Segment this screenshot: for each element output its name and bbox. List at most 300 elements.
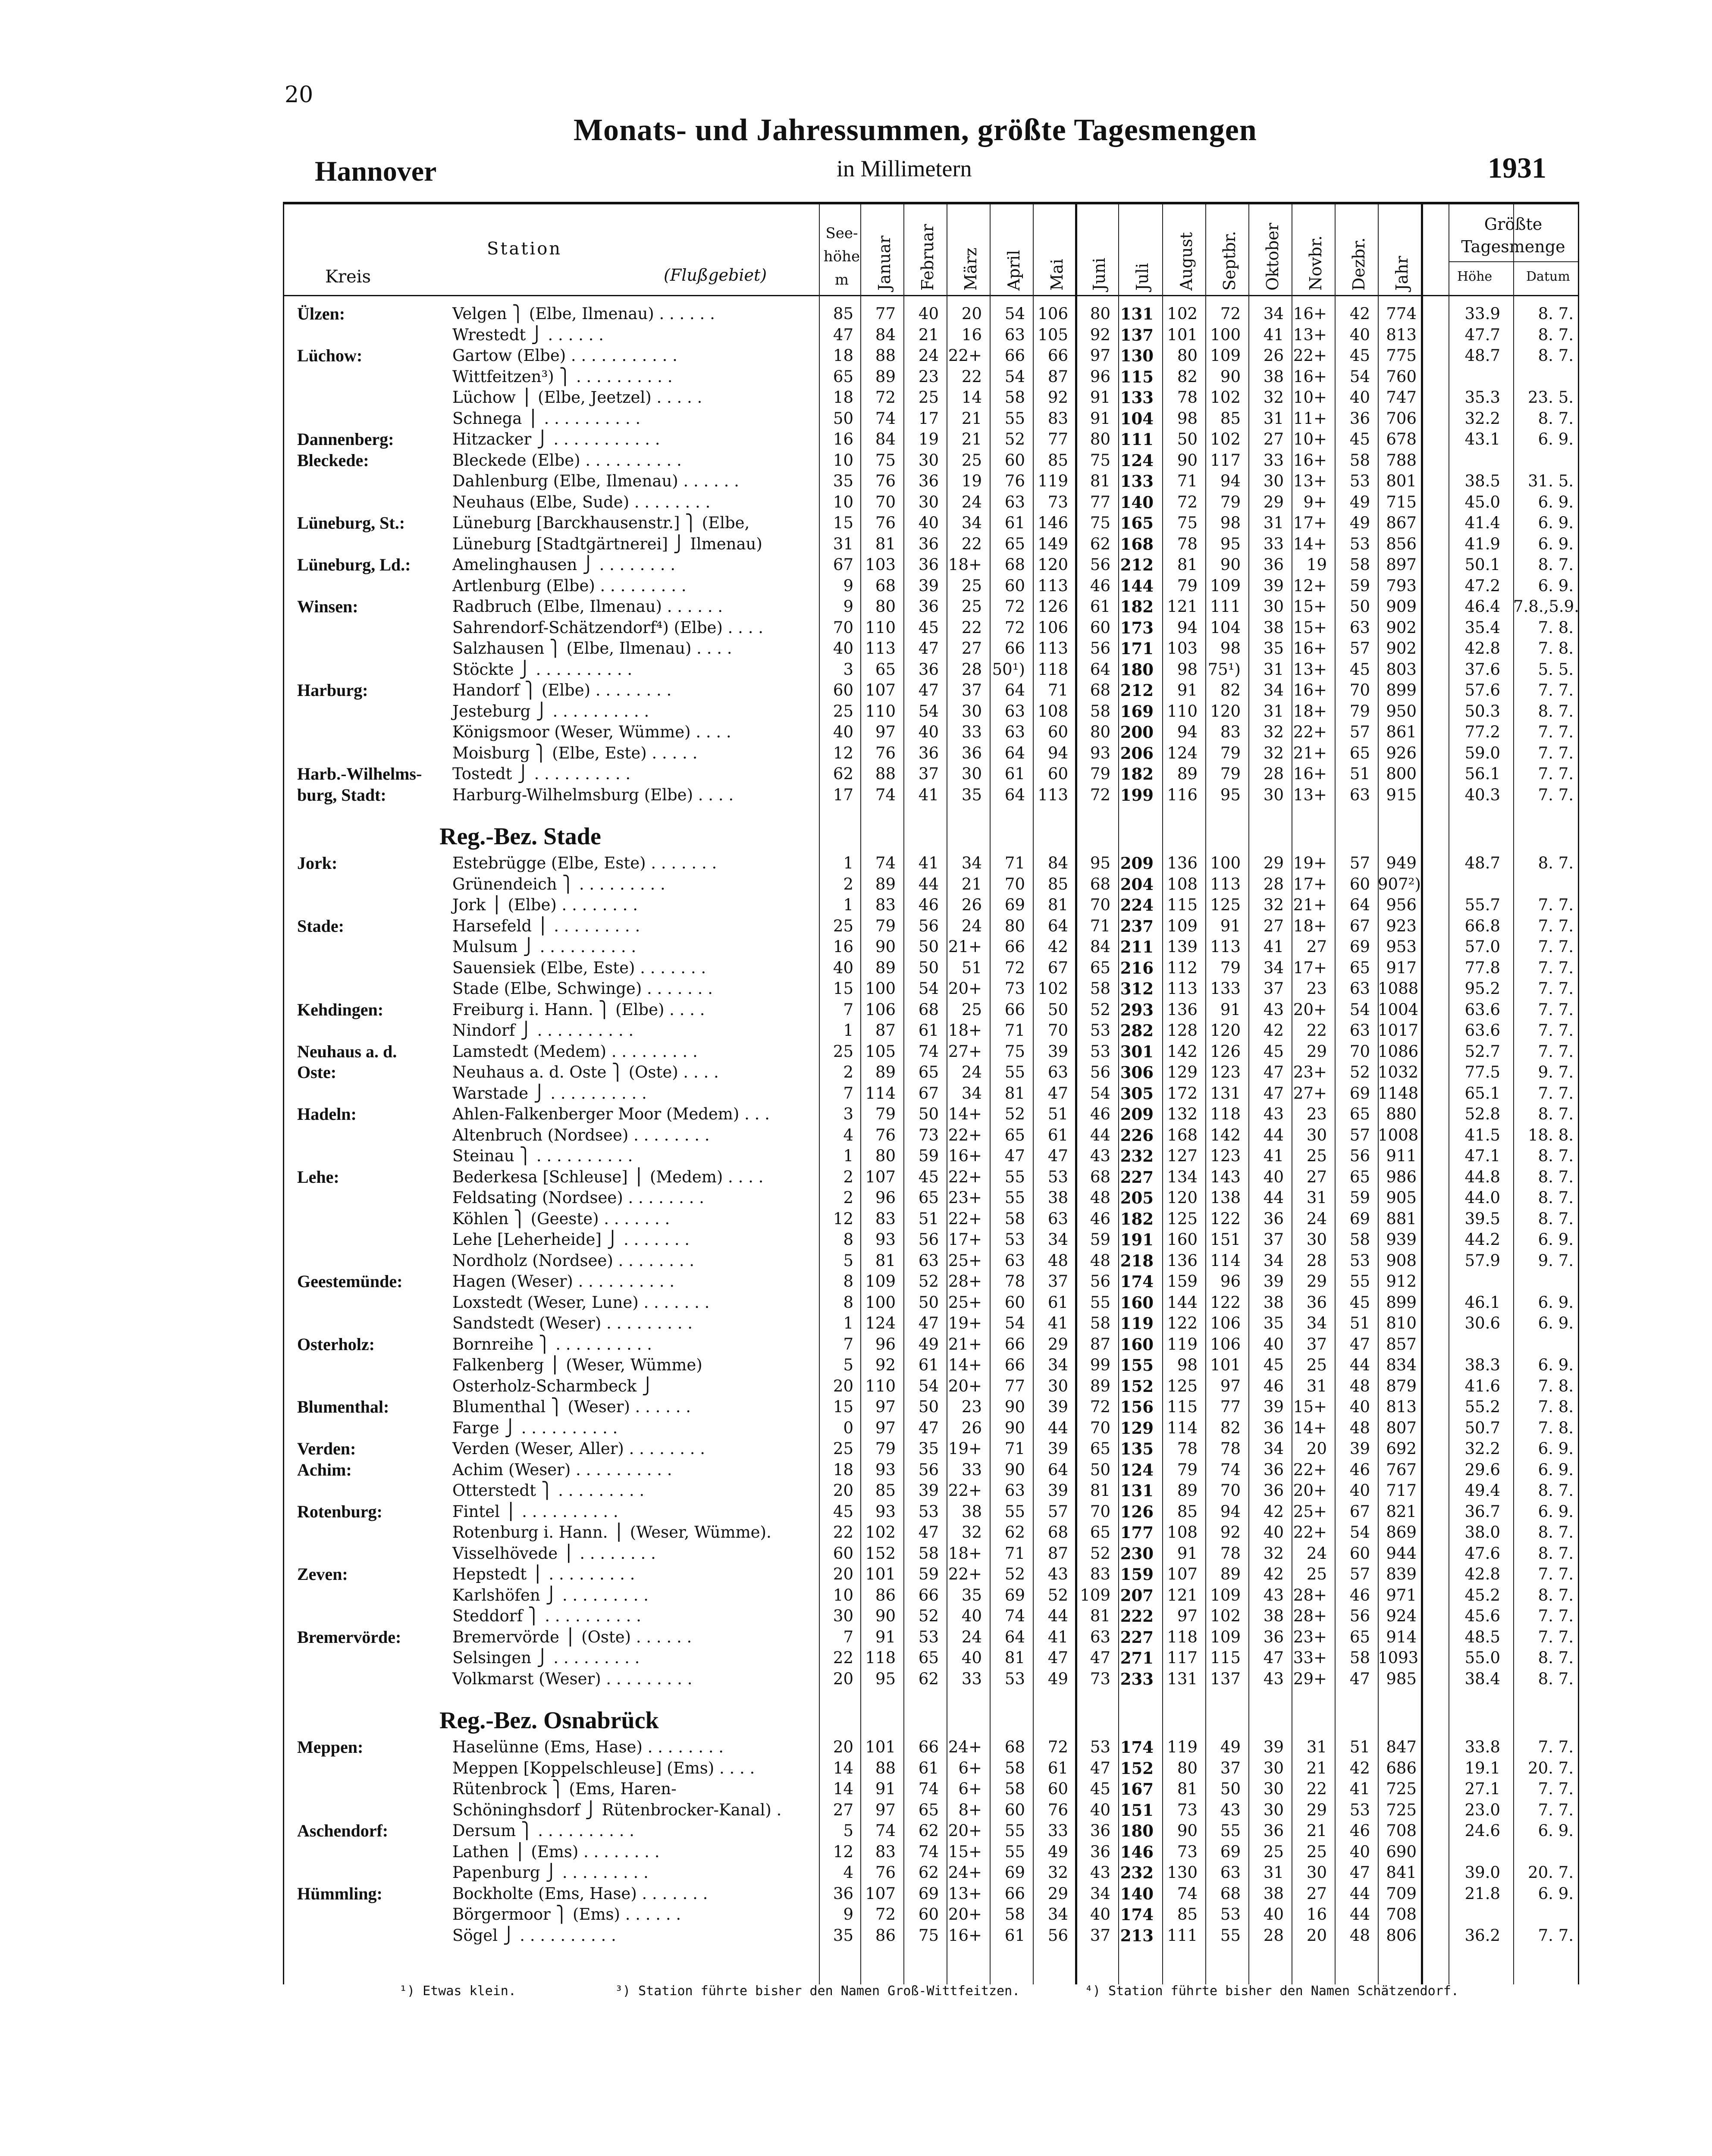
month-cell: 226 [1120, 1125, 1154, 1145]
month-cell: 36 [918, 743, 939, 762]
month-cell: 129 [1167, 1063, 1198, 1081]
station-cell: Fintel ⎪ . . . . . . . . . . [452, 1502, 618, 1521]
month-cell: 73 [1047, 492, 1068, 511]
hoehe-cell: 77.5 [1464, 1063, 1500, 1081]
month-cell: 98 [1177, 660, 1198, 679]
month-cell: 22 [1306, 1780, 1327, 1798]
month-cell: 71 [1090, 916, 1110, 935]
month-cell: 125 [1167, 1209, 1198, 1228]
seehoehe-cell: 36 [833, 1884, 853, 1903]
month-cell: 60 [1349, 1544, 1370, 1563]
jahr-cell: 1004 [1378, 1000, 1419, 1019]
month-cell: 123 [1210, 1147, 1241, 1165]
month-cell: 43 [1090, 1147, 1110, 1165]
datum-cell: 23. 5. [1528, 388, 1574, 407]
month-cell: 28 [1306, 1251, 1327, 1270]
seehoehe-cell: 10 [833, 1586, 853, 1604]
kreis-cell: Meppen: [297, 1737, 364, 1757]
hoehe-cell: 23.0 [1464, 1800, 1500, 1819]
month-cell: 16 [961, 325, 982, 344]
month-cell: 84 [875, 430, 896, 448]
month-cell: 58 [1004, 1758, 1025, 1777]
month-cell: 49 [918, 1335, 939, 1354]
seehoehe-cell: 20 [833, 1376, 853, 1395]
month-cell: 23+ [1293, 1063, 1327, 1081]
header-month-8: Septbr. [1220, 231, 1239, 291]
month-cell: 10+ [1293, 430, 1327, 448]
month-cell: 20+ [1293, 1481, 1327, 1500]
datum-cell: 8. 7. [1538, 1523, 1574, 1542]
station-cell: Handorf ⎫ (Elbe) . . . . . . . . [452, 681, 672, 699]
month-cell: 93 [1090, 743, 1110, 762]
month-cell: 114 [1167, 1418, 1198, 1437]
jahr-cell: 690 [1386, 1842, 1417, 1861]
datum-cell: 6. 9. [1538, 576, 1574, 595]
table-row [284, 471, 1578, 492]
header-seehoehe-line2: höhe [823, 248, 860, 265]
month-cell: 182 [1120, 1209, 1154, 1228]
table-row [284, 1480, 1578, 1501]
datum-cell: 7.8.,5.9. [1513, 597, 1579, 616]
month-cell: 52 [1047, 1586, 1068, 1604]
station-cell: Falkenberg ⎪ (Weser, Wümme) [452, 1356, 702, 1374]
station-cell: Steddorf ⎫ . . . . . . . . . . [452, 1607, 641, 1625]
seehoehe-cell: 10 [833, 492, 853, 511]
station-cell: Farge ⎭ . . . . . . . . . . [452, 1418, 618, 1437]
month-cell: 34 [1047, 1230, 1068, 1249]
month-cell: 139 [1167, 937, 1198, 956]
datum-cell: 8. 7. [1538, 1188, 1574, 1207]
month-cell: 63 [1004, 1481, 1025, 1500]
month-cell: 81 [1047, 896, 1068, 914]
month-cell: 108 [1167, 1523, 1198, 1542]
month-cell: 65 [1090, 958, 1110, 977]
hoehe-cell: 41.5 [1464, 1125, 1500, 1144]
month-cell: 60 [1004, 1800, 1025, 1819]
jahr-cell: 760 [1386, 367, 1417, 386]
table-row [284, 638, 1578, 659]
table-row [284, 1779, 1578, 1800]
month-cell: 94 [1220, 1502, 1241, 1521]
datum-cell: 8. 7. [1538, 1105, 1574, 1123]
month-cell: 54 [1004, 1314, 1025, 1332]
month-cell: 21+ [1293, 896, 1327, 914]
month-cell: 44 [1349, 1905, 1370, 1924]
month-cell: 123 [1210, 1063, 1241, 1081]
seehoehe-cell: 30 [833, 1607, 853, 1625]
table-row [284, 853, 1578, 874]
month-cell: 35 [961, 1586, 982, 1604]
month-cell: 159 [1120, 1565, 1154, 1584]
month-cell: 119 [1167, 1335, 1198, 1354]
month-cell: 39 [1047, 1042, 1068, 1061]
month-cell: 213 [1120, 1926, 1154, 1945]
seehoehe-cell: 8 [843, 1293, 853, 1312]
month-cell: 43 [1263, 1586, 1284, 1604]
month-cell: 74 [918, 1042, 939, 1061]
month-cell: 68 [1090, 874, 1110, 893]
month-cell: 40 [1263, 1167, 1284, 1186]
jahr-cell: 907²) [1378, 874, 1421, 893]
jahr-cell: 1017 [1378, 1021, 1419, 1040]
station-cell: Dahlenburg (Elbe, Ilmenau) . . . . . . [452, 472, 739, 490]
month-cell: 41 [1349, 1780, 1370, 1798]
jahr-cell: 686 [1386, 1758, 1417, 1777]
month-cell: 42 [1263, 1021, 1284, 1040]
month-cell: 180 [1120, 660, 1154, 679]
month-cell: 92 [1047, 388, 1068, 407]
kreis-cell: Zeven: [297, 1564, 348, 1584]
month-cell: 50 [1047, 1000, 1068, 1019]
month-cell: 40 [1263, 1523, 1284, 1542]
seehoehe-cell: 16 [833, 430, 853, 448]
month-cell: 72 [1090, 785, 1110, 804]
month-cell: 212 [1120, 555, 1154, 574]
month-cell: 95 [1090, 854, 1110, 872]
month-cell: 80 [875, 597, 896, 616]
month-cell: 61 [1047, 1125, 1068, 1144]
month-cell: 97 [1177, 1607, 1198, 1625]
seehoehe-cell: 7 [843, 1084, 853, 1103]
month-cell: 80 [1090, 304, 1110, 323]
month-cell: 89 [875, 1063, 896, 1081]
month-cell: 144 [1167, 1293, 1198, 1312]
month-cell: 271 [1120, 1648, 1154, 1667]
month-cell: 8+ [958, 1800, 982, 1819]
seehoehe-cell: 85 [833, 304, 853, 323]
station-cell: Estebrügge (Elbe, Este) . . . . . . . [452, 854, 717, 872]
jahr-cell: 767 [1386, 1460, 1417, 1479]
month-cell: 106 [865, 1000, 896, 1019]
month-cell: 30 [1306, 1125, 1327, 1144]
month-cell: 91 [875, 1780, 896, 1798]
month-cell: 97 [1090, 346, 1110, 365]
month-cell: 68 [1090, 1167, 1110, 1186]
datum-cell: 6. 9. [1538, 1821, 1574, 1840]
month-cell: 144 [1120, 576, 1154, 595]
month-cell: 37 [1220, 1758, 1241, 1777]
hoehe-cell: 24.6 [1464, 1821, 1500, 1840]
hoehe-cell: 45.6 [1464, 1607, 1500, 1625]
month-cell: 63 [1090, 1627, 1110, 1646]
month-cell: 69 [1004, 1863, 1025, 1882]
month-cell: 61 [918, 1021, 939, 1040]
jahr-cell: 1008 [1378, 1125, 1419, 1144]
seehoehe-cell: 12 [833, 1209, 853, 1228]
month-cell: 74 [918, 1780, 939, 1798]
station-cell: Rütenbrock ⎫ (Ems, Haren- [452, 1780, 677, 1798]
station-cell: Sauensiek (Elbe, Este) . . . . . . . [452, 958, 706, 977]
month-cell: 132 [1167, 1105, 1198, 1123]
month-cell: 53 [1047, 1167, 1068, 1186]
table-row [284, 617, 1578, 639]
month-cell: 53 [1090, 1021, 1110, 1040]
seehoehe-cell: 10 [833, 451, 853, 470]
datum-cell: 7. 7. [1538, 1738, 1574, 1756]
month-cell: 101 [1210, 1356, 1241, 1374]
month-cell: 51 [1349, 1314, 1370, 1332]
month-cell: 156 [1120, 1398, 1154, 1416]
jahr-cell: 917 [1386, 958, 1417, 977]
month-cell: 102 [865, 1523, 896, 1542]
month-cell: 45 [1349, 660, 1370, 679]
month-cell: 43 [1263, 1000, 1284, 1019]
month-cell: 22 [961, 534, 982, 553]
month-cell: 40 [918, 304, 939, 323]
hoehe-cell: 45.2 [1464, 1586, 1500, 1604]
month-cell: 79 [1177, 1460, 1198, 1479]
datum-cell: 7. 7. [1538, 681, 1574, 699]
month-cell: 61 [918, 1356, 939, 1374]
jahr-cell: 950 [1386, 702, 1417, 721]
month-cell: 59 [1349, 1188, 1370, 1207]
datum-cell: 6. 9. [1538, 1356, 1574, 1374]
month-cell: 48 [1090, 1188, 1110, 1207]
hoehe-cell: 46.4 [1464, 597, 1500, 616]
seehoehe-cell: 45 [833, 1502, 853, 1521]
hoehe-cell: 35.3 [1464, 388, 1500, 407]
month-cell: 49 [1349, 492, 1370, 511]
month-cell: 71 [1047, 681, 1068, 699]
kreis-cell: Geestemünde: [297, 1272, 403, 1291]
month-cell: 137 [1120, 325, 1154, 345]
month-cell: 36 [961, 743, 982, 762]
month-cell: 22+ [948, 1167, 982, 1186]
month-cell: 45 [1263, 1042, 1284, 1061]
month-cell: 28 [1263, 1926, 1284, 1945]
month-cell: 101 [1167, 325, 1198, 344]
month-cell: 39 [1047, 1439, 1068, 1458]
table-row [284, 680, 1578, 701]
month-cell: 31 [1263, 514, 1284, 532]
table-row [284, 1062, 1578, 1083]
month-cell: 81 [1177, 555, 1198, 574]
jahr-cell: 774 [1386, 304, 1417, 323]
hoehe-cell: 27.1 [1464, 1780, 1500, 1798]
month-cell: 136 [1167, 1000, 1198, 1019]
month-cell: 20 [1306, 1926, 1327, 1945]
month-cell: 79 [875, 1105, 896, 1123]
hoehe-cell: 50.3 [1464, 702, 1500, 721]
seehoehe-cell: 9 [843, 1905, 853, 1924]
table-row [284, 1606, 1578, 1627]
month-cell: 113 [1210, 937, 1241, 956]
month-cell: 39 [918, 576, 939, 595]
seehoehe-cell: 7 [843, 1335, 853, 1354]
datum-cell: 7. 7. [1538, 1021, 1574, 1040]
datum-cell: 7. 7. [1538, 1800, 1574, 1819]
month-cell: 20 [961, 304, 982, 323]
datum-cell: 6. 9. [1538, 430, 1574, 448]
month-cell: 71 [1177, 472, 1198, 490]
table-row [284, 1800, 1578, 1821]
month-cell: 70 [1349, 1042, 1370, 1061]
hoehe-cell: 35.4 [1464, 618, 1500, 637]
month-cell: 121 [1167, 1586, 1198, 1604]
month-cell: 126 [1038, 597, 1068, 616]
table-row [284, 1842, 1578, 1863]
station-cell: Königsmoor (Weser, Wümme) . . . . [452, 723, 731, 741]
month-cell: 55 [1004, 1842, 1025, 1861]
month-cell: 62 [918, 1821, 939, 1840]
month-cell: 191 [1120, 1230, 1154, 1249]
month-cell: 98 [1220, 639, 1241, 658]
station-cell: Moisburg ⎫ (Elbe, Este) . . . . . [452, 743, 698, 762]
data-table [283, 202, 1579, 1984]
month-cell: 17+ [948, 1230, 982, 1249]
station-cell: Mulsum ⎭ . . . . . . . . . . [452, 937, 637, 956]
seehoehe-cell: 4 [843, 1125, 853, 1144]
datum-cell: 8. 7. [1538, 1669, 1574, 1688]
month-cell: 110 [865, 702, 896, 721]
month-cell: 66 [1004, 1000, 1025, 1019]
jahr-cell: 867 [1386, 514, 1417, 532]
table-row [284, 1146, 1578, 1167]
month-cell: 20 [1306, 1439, 1327, 1458]
month-cell: 41 [918, 854, 939, 872]
table-row [284, 1821, 1578, 1842]
month-cell: 174 [1120, 1905, 1154, 1924]
table-row [284, 1418, 1578, 1439]
month-cell: 209 [1120, 1105, 1154, 1124]
month-cell: 90 [1220, 555, 1241, 574]
month-cell: 60 [1004, 576, 1025, 595]
month-cell: 25 [918, 388, 939, 407]
month-cell: 30 [1263, 597, 1284, 616]
month-cell: 113 [1167, 979, 1198, 998]
month-cell: 17+ [1293, 514, 1327, 532]
month-cell: 80 [1004, 916, 1025, 935]
month-cell: 58 [1090, 702, 1110, 721]
jahr-cell: 1088 [1378, 979, 1419, 998]
month-cell: 39 [1047, 1398, 1068, 1416]
month-cell: 76 [875, 1863, 896, 1882]
seehoehe-cell: 4 [843, 1863, 853, 1882]
month-cell: 111 [1120, 430, 1154, 449]
month-cell: 53 [1349, 472, 1370, 490]
month-cell: 50 [1177, 430, 1198, 448]
month-cell: 56 [918, 916, 939, 935]
month-cell: 152 [865, 1544, 896, 1563]
month-cell: 72 [1004, 618, 1025, 637]
month-cell: 102 [1167, 304, 1198, 323]
table-row [284, 576, 1578, 597]
month-cell: 90 [1220, 367, 1241, 386]
month-cell: 40 [1263, 1335, 1284, 1354]
table-row [284, 408, 1578, 429]
month-cell: 165 [1120, 514, 1154, 533]
month-cell: 9+ [1303, 492, 1327, 511]
hoehe-cell: 48.7 [1464, 854, 1500, 872]
month-cell: 88 [875, 765, 896, 783]
month-cell: 25+ [1293, 1502, 1327, 1521]
seehoehe-cell: 15 [833, 979, 853, 998]
month-cell: 19 [961, 472, 982, 490]
month-cell: 33 [1047, 1821, 1068, 1840]
footnote-2: ³) Station führte bisher den Namen Groß-Wittfeitzen. [615, 1984, 1020, 1999]
table-row [284, 492, 1578, 513]
datum-cell: 7. 7. [1538, 1926, 1574, 1945]
seehoehe-cell: 8 [843, 1272, 853, 1291]
month-cell: 305 [1120, 1084, 1154, 1103]
seehoehe-cell: 20 [833, 1669, 853, 1688]
month-cell: 73 [1004, 979, 1025, 998]
month-cell: 32 [1263, 1544, 1284, 1563]
month-cell: 53 [918, 1502, 939, 1521]
station-cell: Achim (Weser) . . . . . . . . . . [452, 1460, 672, 1479]
month-cell: 19+ [948, 1314, 982, 1332]
datum-cell: 8. 7. [1538, 304, 1574, 323]
month-cell: 30 [918, 492, 939, 511]
month-cell: 90 [875, 937, 896, 956]
month-cell: 84 [1090, 937, 1110, 956]
month-cell: 66 [1004, 639, 1025, 658]
month-cell: 24 [918, 346, 939, 365]
month-cell: 99 [1090, 1356, 1110, 1374]
month-cell: 43 [1090, 1863, 1110, 1882]
datum-cell: 8. 7. [1538, 854, 1574, 872]
hoehe-cell: 44.8 [1464, 1167, 1500, 1186]
hoehe-cell: 38.0 [1464, 1523, 1500, 1542]
month-cell: 61 [1047, 1293, 1068, 1312]
month-cell: 35 [961, 785, 982, 804]
jahr-cell: 953 [1386, 937, 1417, 956]
month-cell: 79 [1220, 492, 1241, 511]
month-cell: 47 [1047, 1084, 1068, 1103]
month-cell: 56 [1349, 1147, 1370, 1165]
month-cell: 100 [1210, 325, 1241, 344]
seehoehe-cell: 1 [843, 896, 853, 914]
datum-cell: 7. 7. [1538, 1000, 1574, 1019]
month-cell: 19+ [1293, 854, 1327, 872]
month-cell: 35 [918, 1439, 939, 1458]
month-cell: 93 [875, 1460, 896, 1479]
month-cell: 57 [1047, 1502, 1068, 1521]
station-cell: Lüchow ⎪ (Elbe, Jeetzel) . . . . . [452, 388, 702, 407]
seehoehe-cell: 47 [833, 325, 853, 344]
table-row [284, 1167, 1578, 1188]
month-cell: 146 [1038, 514, 1068, 532]
month-cell: 34 [1263, 681, 1284, 699]
month-cell: 77 [875, 304, 896, 323]
month-cell: 37 [1090, 1926, 1110, 1945]
month-cell: 54 [1349, 367, 1370, 386]
month-cell: 65 [918, 1063, 939, 1081]
hoehe-cell: 39.0 [1464, 1863, 1500, 1882]
table-row [284, 785, 1578, 806]
month-cell: 59 [1349, 576, 1370, 595]
month-cell: 58 [1004, 1905, 1025, 1924]
month-cell: 58 [1090, 1314, 1110, 1332]
month-cell: 70 [875, 492, 896, 511]
month-cell: 52 [1349, 1063, 1370, 1081]
month-cell: 54 [918, 1376, 939, 1395]
datum-cell: 6. 9. [1538, 1884, 1574, 1903]
month-cell: 113 [1038, 785, 1068, 804]
hoehe-cell: 48.5 [1464, 1627, 1500, 1646]
month-cell: 16+ [948, 1926, 982, 1945]
header-month-10: Novbr. [1306, 235, 1325, 291]
station-cell: Rotenburg i. Hann. ⎪ (Weser, Wümme). [452, 1523, 771, 1542]
month-cell: 114 [1210, 1251, 1241, 1270]
month-cell: 38 [1263, 1884, 1284, 1903]
month-cell: 25 [1306, 1147, 1327, 1165]
datum-cell: 7. 8. [1538, 1398, 1574, 1416]
month-cell: 21 [918, 325, 939, 344]
month-cell: 151 [1120, 1800, 1154, 1820]
jahr-cell: 1148 [1378, 1084, 1419, 1103]
jahr-cell: 807 [1386, 1418, 1417, 1437]
